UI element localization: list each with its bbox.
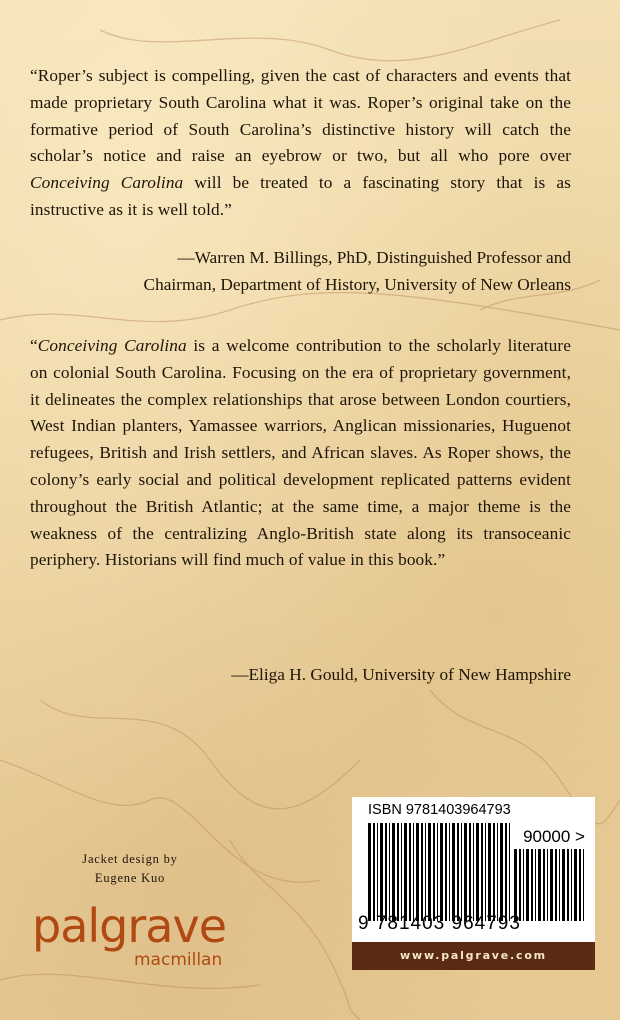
- credit-line-2: Eugene Kuo: [94, 871, 166, 885]
- attribution-1-line-2: Chairman, Department of History, University of New Orleans: [143, 274, 571, 294]
- isbn-digits: 9 781403 964793: [358, 913, 521, 934]
- review-attribution-2: [91, 662, 571, 689]
- palgrave-macmillan-logo: [30, 899, 240, 975]
- jacket-design-credit: [60, 850, 200, 888]
- barcode-bars-main: [368, 823, 514, 921]
- review-quote-1: [30, 63, 571, 224]
- publisher-website: www.palgrave.com: [352, 942, 595, 970]
- credit-line-1: Jacket design by: [82, 852, 178, 866]
- isbn-label: ISBN 9781403964793: [368, 802, 511, 818]
- quote-1-text-start: “Roper’s subject is compelling, given the cast of characters and events that made proprietary South Carolina what it was. Roper’s original take on the formative period of South Carolina’s distinctive history will catch the scholar’s notice and raise an eyebrow or two, but all who pore over: [30, 66, 571, 166]
- barcode-bars-addon: [514, 849, 584, 921]
- logo-macmillan: macmillan: [134, 950, 223, 970]
- price-code: 90000 >: [523, 827, 585, 846]
- quote-1-text-end: will be treated to a fascinating story that is as instructive as it is well told.”: [30, 173, 571, 219]
- review-quote-2: [30, 333, 571, 574]
- quote-2-text-start: “: [30, 336, 38, 355]
- attribution-2-line-1: —Eliga H. Gould, University of New Hampshire: [231, 665, 571, 684]
- logo-palgrave: palgrave: [32, 899, 226, 953]
- quote-1-book-title: Conceiving Carolina: [30, 173, 184, 193]
- quote-2-text-end: is a welcome contribution to the scholarly literature on colonial South Carolina. Focusing on the era of proprietary government, it delineates the complex relationships that arose between London courtiers, West Indian planters, Yamassee warriors, Anglican missionaries, Huguenot refugees, British and Irish settlers, and African slaves. As Roper shows, the colony’s early social and political development replicated patterns evident throughout the British Atlantic; at the same time, a major theme is the weakness of the centralizing Anglo-British state along its transoceanic periphery. Historians will find much of value in this book.”: [30, 336, 571, 570]
- attribution-1-line-1: —Warren M. Billings, PhD, Distinguished Professor and: [177, 248, 571, 267]
- isbn-barcode: [352, 797, 595, 942]
- quote-2-book-title: Conceiving Carolina: [37, 336, 187, 355]
- review-attribution-1: [51, 245, 571, 299]
